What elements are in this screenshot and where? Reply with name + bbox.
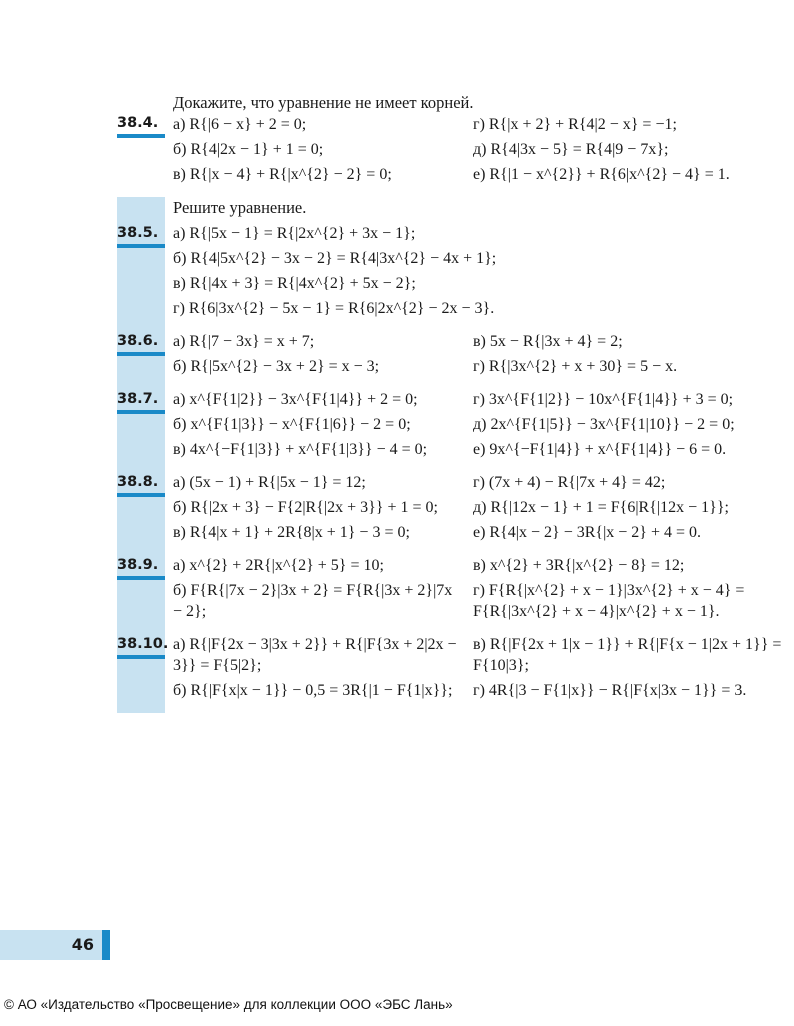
equation: д) R{4|3x − 5} = R{4|9 − 7x};: [473, 141, 669, 158]
equation: б) R{4|5x^{2} − 3x − 2} = R{4|3x^{2} − 4x + 1};: [173, 250, 497, 267]
page-number: 46: [71, 935, 94, 954]
label-column: [117, 634, 169, 713]
problem-body: [173, 197, 787, 319]
equation: а) R{|F{2x − 3|3x + 2}} + R{|F{3x + 2|2x − 3}} = F{5|2};: [173, 636, 457, 674]
equation: в) x^{2} + 3R{|x^{2} − 8} = 12;: [473, 557, 685, 574]
problem-38-8: [117, 472, 787, 555]
problem-heading: Докажите, что уравнение не имеет корней.: [173, 93, 474, 112]
equation: б) R{|2x + 3} − F{2|R{|2x + 3}} + 1 = 0;: [173, 499, 438, 516]
equation: б) F{R{|7x − 2}|3x + 2} = F{R{|3x + 2}|7x − 2};: [173, 582, 453, 620]
problem-label: 38.6.: [117, 333, 159, 349]
problem-label: 38.5.: [117, 225, 159, 241]
label-column: [117, 114, 165, 185]
problem-label: 38.4.: [117, 115, 159, 131]
problem-38-4: [117, 114, 787, 185]
equation: г) (7x + 4) − R{|7x + 4} = 42;: [473, 474, 666, 491]
label-column: [117, 389, 165, 472]
label-column: [117, 197, 165, 331]
equation: б) R{4|2x − 1} + 1 = 0;: [173, 141, 324, 158]
equation-grid: [173, 634, 787, 701]
equation: в) R{|F{2x + 1|x − 1}} + R{|F{x − 1|2x + 1}} = F{10|3};: [473, 636, 782, 674]
copyright-footer: © АО «Издательство «Просвещение» для коллекции ООО «ЭБС Лань»: [4, 997, 453, 1012]
equation-grid: [173, 223, 787, 319]
equation: а) (5x − 1) + R{|5x − 1} = 12;: [173, 474, 366, 491]
equation: б) x^{F{1|3}} − x^{F{1|6}} − 2 = 0;: [173, 416, 411, 433]
equation: в) R{4|x + 1} + 2R{8|x + 1} − 3 = 0;: [173, 524, 410, 541]
equation: а) x^{2} + 2R{|x^{2} + 5} = 10;: [173, 557, 384, 574]
label-column: [117, 555, 165, 634]
equation-grid: [173, 331, 787, 377]
equation: е) R{4|x − 2} − 3R{|x − 2} + 4 = 0.: [473, 524, 702, 541]
equation-grid: [173, 389, 787, 460]
equation: д) 2x^{F{1|5}} − 3x^{F{1|10}} − 2 = 0;: [473, 416, 735, 433]
problem-38-9: [117, 555, 787, 634]
equation: д) R{|12x − 1} + 1 = F{6|R{|12x − 1}};: [473, 499, 729, 516]
page-content: [117, 92, 787, 713]
equation: а) x^{F{1|2}} − 3x^{F{1|4}} + 2 = 0;: [173, 391, 418, 408]
equation: г) F{R{|x^{2} + x − 1}|3x^{2} + x − 4} = F{R{|3x^{2} + x − 4}|x^{2} + x − 1}.: [473, 582, 745, 620]
equation: е) 9x^{−F{1|4}} + x^{F{1|4}} − 6 = 0.: [473, 441, 727, 458]
equation: а) R{|5x − 1} = R{|2x^{2} + 3x − 1};: [173, 225, 416, 242]
problem-38-5: [117, 197, 787, 331]
equation: в) R{|4x + 3} = R{|4x^{2} + 5x − 2};: [173, 275, 416, 292]
equation-grid: [173, 114, 787, 185]
problem-label: 38.9.: [117, 557, 159, 573]
problem-label: 38.7.: [117, 391, 159, 407]
equation-grid: [173, 472, 787, 543]
equation: б) R{|5x^{2} − 3x + 2} = x − 3;: [173, 358, 380, 375]
equation: в) 5x − R{|3x + 4} = 2;: [473, 333, 623, 350]
equation: г) R{|x + 2} + R{4|2 − x} = −1;: [473, 116, 677, 133]
equation: г) R{6|3x^{2} − 5x − 1} = R{6|2x^{2} − 2x − 3}.: [173, 300, 495, 317]
equation-grid: [173, 555, 787, 622]
equation: г) 4R{|3 − F{1|x}} − R{|F{x|3x − 1}} = 3.: [473, 682, 747, 699]
equation: в) R{|x − 4} + R{|x^{2} − 2} = 0;: [173, 166, 392, 183]
page-number-tab: [0, 930, 110, 960]
equation: г) R{|3x^{2} + x + 30} = 5 − x.: [473, 358, 678, 375]
problem-label: 38.10.: [117, 636, 169, 652]
problem-label: 38.8.: [117, 474, 159, 490]
equation: б) R{|F{x|x − 1}} − 0,5 = 3R{|1 − F{1|x}};: [173, 682, 453, 699]
page-tab-strip: [102, 930, 110, 960]
equation: г) 3x^{F{1|2}} − 10x^{F{1|4}} + 3 = 0;: [473, 391, 734, 408]
section-heading: Решите уравнение.: [173, 198, 307, 217]
equation: е) R{|1 − x^{2}} + R{6|x^{2} − 4} = 1.: [473, 166, 730, 183]
problem-38-7: [117, 389, 787, 472]
equation: в) 4x^{−F{1|3}} + x^{F{1|3}} − 4 = 0;: [173, 441, 428, 458]
label-column: [117, 472, 165, 555]
equation: а) R{|6 − x} + 2 = 0;: [173, 116, 307, 133]
problem-38-6: [117, 331, 787, 389]
equation: а) R{|7 − 3x} = x + 7;: [173, 333, 315, 350]
problem-38-10: [117, 634, 787, 713]
label-column: [117, 331, 165, 389]
